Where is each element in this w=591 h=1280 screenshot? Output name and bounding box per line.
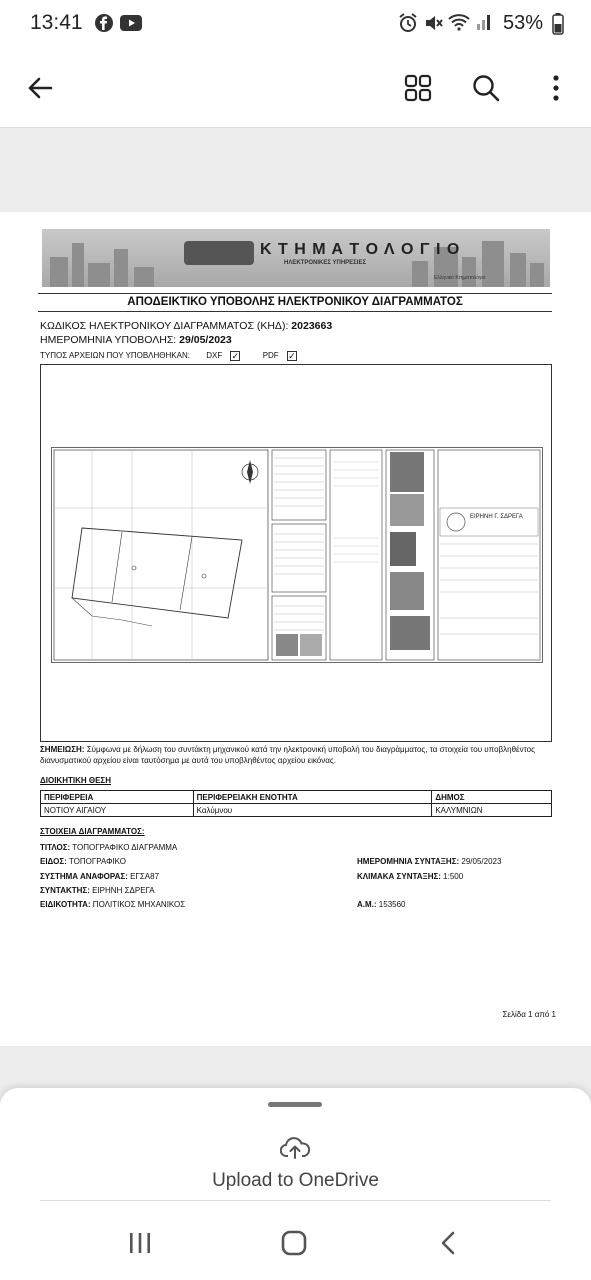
file-types-line [40, 351, 297, 361]
alarm-icon [398, 13, 418, 38]
field-reference-system [40, 872, 159, 881]
file-type-dxf: DXF [206, 351, 223, 360]
search-icon[interactable] [464, 66, 508, 110]
admin-table [40, 790, 552, 817]
note-label: ΣΗΜΕΙΩΣΗ: [40, 745, 85, 754]
field-value: ΕΙΡΗΝΗ ΣΔΡΕΓΑ [92, 886, 155, 895]
field-value: ΤΟΠΟΓΡΑΦΙΚΟ [68, 857, 126, 866]
signal-icon [476, 13, 492, 36]
field-key: ΤΙΤΛΟΣ: [40, 843, 71, 852]
field-key: ΣΥΣΤΗΜΑ ΑΝΑΦΟΡΑΣ: [40, 872, 128, 881]
document-title: ΑΠΟΔΕΙΚΤΙΚΟ ΥΠΟΒΟΛΗΣ ΗΛΕΚΤΡΟΝΙΚΟΥ ΔΙΑΓΡΑΜΜΑΤΟΣ [127, 296, 463, 308]
cloud-upload-icon [280, 1136, 310, 1165]
divider [38, 311, 552, 312]
app-bar [0, 48, 591, 128]
table-row [41, 804, 552, 817]
back-icon[interactable] [428, 1228, 468, 1258]
diagram-thumbnail [51, 447, 543, 663]
note-text: Σύμφωνα με δήλωση του συντάκτη μηχανικού κατά την ηλεκτρονική υποβολή του διαγράμματος, τα στοιχεία του υποβληθέντος διανυσματικού αρχείου είναι ταυτόσημα με αυτά του υποβληθέντος αρχείου εικόνας. [40, 745, 535, 765]
field-scale [357, 872, 463, 881]
status-bar [0, 0, 591, 48]
upload-onedrive-button[interactable] [0, 1128, 591, 1198]
field-value: ΠΟΛΙΤΙΚΟΣ ΜΗΧΑΝΙΚΟΣ [92, 900, 186, 909]
field-registry-number [357, 900, 406, 909]
field-value: ΕΓΣΑ87 [130, 872, 160, 881]
battery-percent: 53% [502, 12, 543, 34]
ktimatologio-banner [42, 229, 550, 287]
drawing-stamp-name: ΕΙΡΗΝΗ Γ. ΣΔΡΕΓΑ [470, 514, 523, 520]
date-value: 29/05/2023 [179, 334, 232, 346]
field-key: ΕΙΔΟΣ: [40, 857, 67, 866]
youtube-icon [120, 15, 142, 36]
e-logo-icon [184, 241, 254, 265]
pdf-checkbox: ✓ [288, 351, 296, 361]
table-cell: ΝΟΤΙΟΥ ΑΙΓΑΙΟΥ [41, 804, 194, 817]
field-value: 29/05/2023 [461, 857, 502, 866]
field-type [40, 857, 126, 866]
banner-logo-text: Κ Τ Η Μ Α Τ Ο Λ Ο Γ Ι Ο [260, 241, 461, 258]
note [40, 744, 554, 766]
field-value: 1:500 [443, 872, 464, 881]
code-line [40, 320, 332, 332]
table-row [41, 791, 552, 804]
field-key: ΚΛΙΜΑΚΑ ΣΥΝΤΑΞΗΣ: [357, 872, 441, 881]
field-author [40, 886, 155, 895]
table-cell: ΠΕΡΙΦΕΡΕΙΑΚΗ ΕΝΟΤΗΤΑ [193, 791, 432, 804]
banner-url: Ελληνικό Κτηματολόγιο [434, 275, 486, 281]
date-label: ΗΜΕΡΟΜΗΝΙΑ ΥΠΟΒΟΛΗΣ: [40, 334, 177, 346]
field-compile-date [357, 857, 501, 866]
mute-icon [424, 13, 444, 38]
field-key: ΣΥΝΤΑΚΤΗΣ: [40, 886, 90, 895]
sheet-drag-handle[interactable] [268, 1102, 322, 1107]
table-cell: Καλύμνου [193, 804, 432, 817]
banner-subtitle: ΗΛΕΚΤΡΟΝΙΚΕΣ ΥΠΗΡΕΣΙΕΣ [284, 260, 367, 266]
field-title [40, 843, 177, 852]
home-icon[interactable] [274, 1228, 314, 1258]
field-key: Α.Μ.: [357, 900, 377, 909]
wifi-icon [448, 13, 470, 36]
divider [38, 293, 552, 294]
page-number: Σελίδα 1 από 1 [502, 1010, 556, 1019]
field-value: ΤΟΠΟΓΡΑΦΙΚΟ ΔΙΑΓΡΑΜΜΑ [72, 843, 178, 852]
file-type-pdf: PDF [262, 351, 279, 360]
field-value: 153560 [378, 900, 406, 909]
code-label: ΚΩΔΙΚΟΣ ΗΛΕΚΤΡΟΝΙΚΟΥ ΔΙΑΓΡΑΜΜΑΤΟΣ (ΚΗΔ): [40, 320, 289, 332]
dxf-checkbox: ✓ [231, 351, 240, 361]
back-arrow-icon[interactable] [18, 66, 62, 110]
date-line [40, 334, 232, 346]
upload-onedrive-label: Upload to OneDrive [212, 1170, 379, 1191]
recents-icon[interactable] [120, 1228, 160, 1258]
table-cell: ΠΕΡΙΦΕΡΕΙΑ [41, 791, 194, 804]
bottom-sheet [0, 1088, 591, 1280]
document-page [0, 212, 591, 1046]
table-cell: ΚΑΛΥΜΝΙΩΝ [432, 804, 552, 817]
field-specialty [40, 900, 185, 909]
admin-heading: ΔΙΟΙΚΗΤΙΚΗ ΘΕΣΗ [40, 776, 111, 785]
divider [40, 1200, 551, 1201]
more-vert-icon[interactable] [534, 66, 578, 110]
table-cell: ΔΗΜΟΣ [432, 791, 552, 804]
diagram-heading: ΣΤΟΙΧΕΙΑ ΔΙΑΓΡΑΜΜΑΤΟΣ: [40, 827, 145, 836]
status-time: 13:41 [30, 11, 83, 34]
diagram-preview [40, 364, 552, 742]
field-key: ΗΜΕΡΟΜΗΝΙΑ ΣΥΝΤΑΞΗΣ: [357, 857, 460, 866]
battery-icon [552, 13, 564, 40]
field-key: ΕΙΔΙΚΟΤΗΤΑ: [40, 900, 91, 909]
code-value: 2023663 [291, 320, 333, 332]
grid-view-icon[interactable] [396, 66, 440, 110]
files-label: ΤΥΠΟΣ ΑΡΧΕΙΩΝ ΠΟΥ ΥΠΟΒΛΗΘΗΚΑΝ: [40, 351, 190, 360]
facebook-icon [94, 13, 114, 38]
